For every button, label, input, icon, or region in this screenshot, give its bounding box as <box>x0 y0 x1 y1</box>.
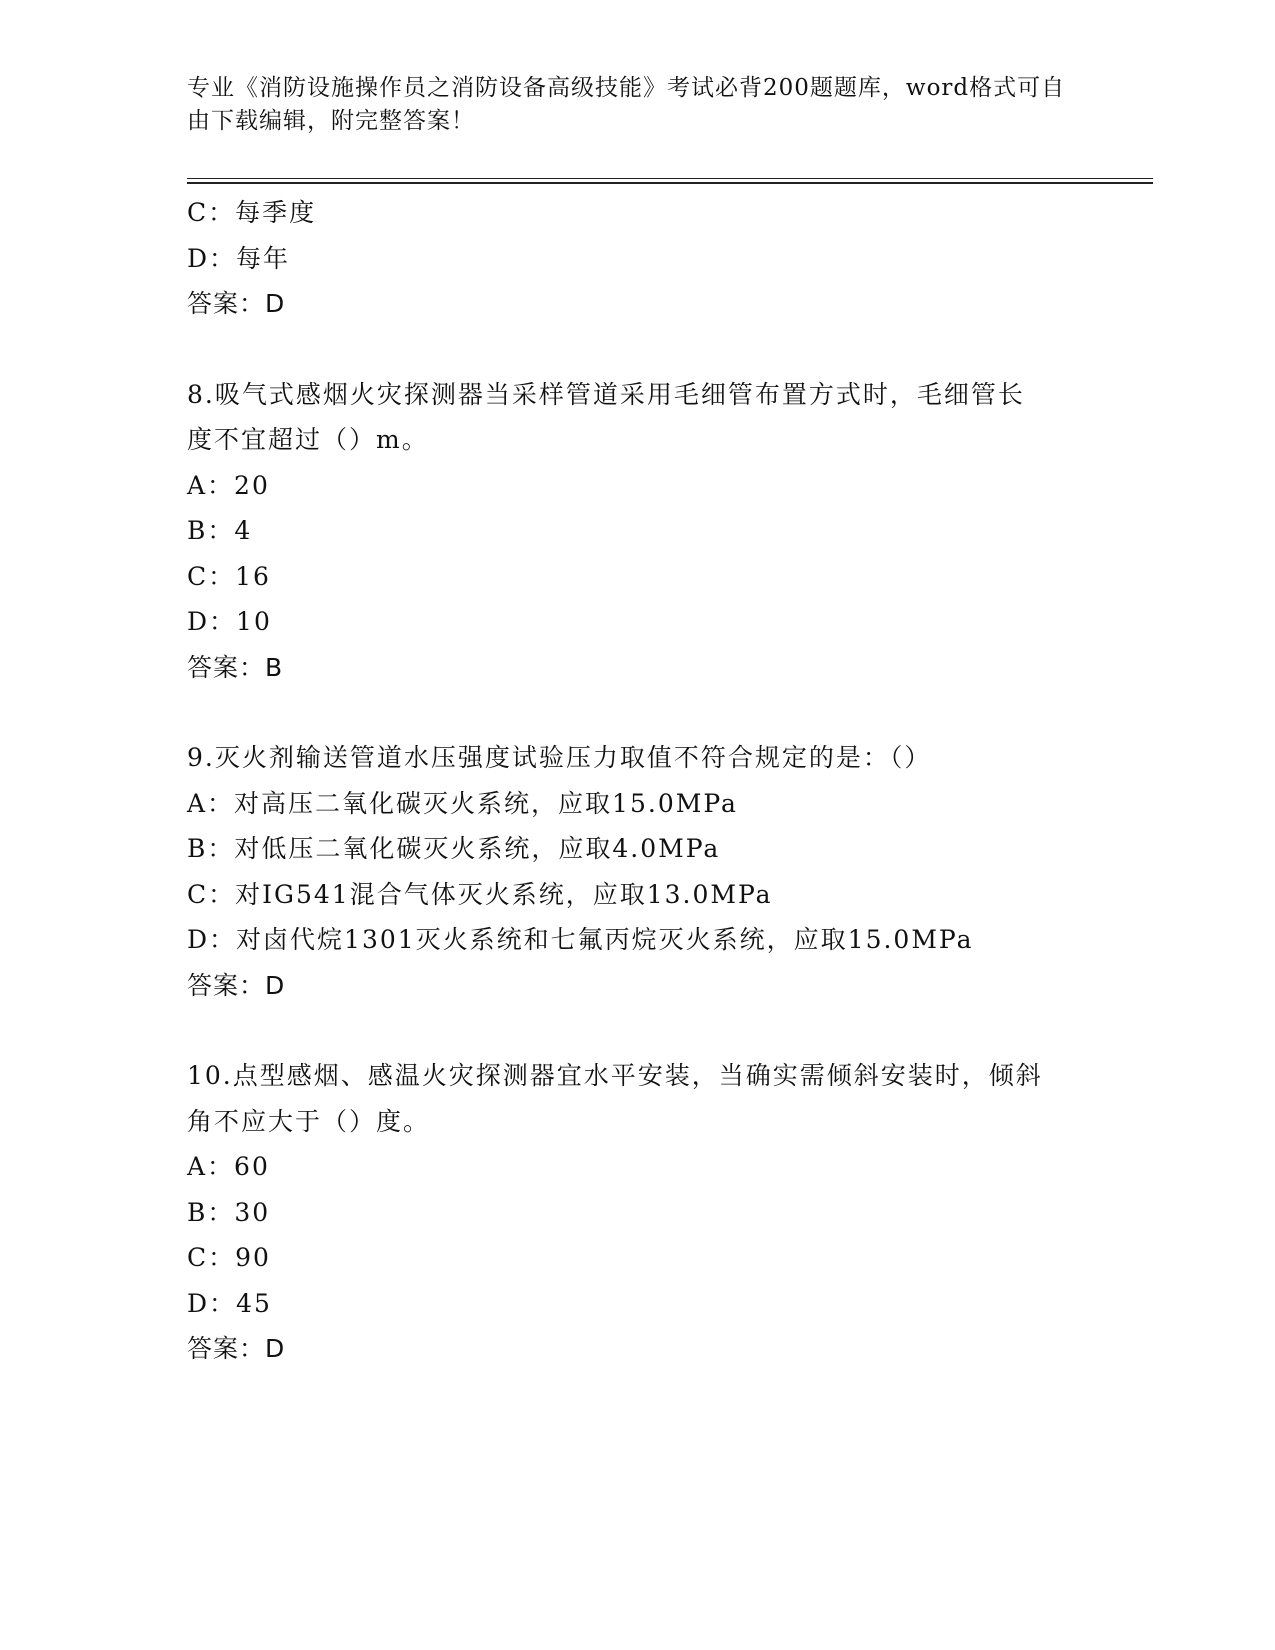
option-a: A：60 <box>187 1152 270 1181</box>
header-rule-thin <box>187 178 1153 179</box>
leading-question-fragment <box>187 190 1087 327</box>
option-b: B：对低压二氧化碳灭火系统，应取4.0MPa <box>187 834 721 863</box>
option-d: D：45 <box>187 1288 272 1318</box>
option-b: B：30 <box>187 1197 271 1227</box>
question-10 <box>187 1053 1087 1372</box>
question-9 <box>187 735 1087 1008</box>
answer-line: 答案：D <box>187 970 286 1000</box>
spacer <box>187 327 1087 372</box>
option-c: C：16 <box>187 561 271 591</box>
question-stem: 10.点型感烟、感温火灾探测器宜水平安装，当确实需倾斜安装时，倾斜角不应大于（）度。 <box>187 1061 1043 1136</box>
option-d: D：对卤代烷1301灭火系统和七氟丙烷灭火系统，应取15.0MPa <box>187 925 974 954</box>
document-header: 专业《消防设施操作员之消防设备高级技能》考试必背200题题库，word格式可自由下载编辑，附完整答案！ <box>187 75 1066 134</box>
header-rule-thick <box>187 182 1153 184</box>
option-c: C：每季度 <box>187 198 317 227</box>
answer-line: 答案：D <box>187 289 286 318</box>
question-content <box>187 190 1087 1372</box>
question-8 <box>187 372 1087 691</box>
option-b: B：4 <box>187 516 253 545</box>
answer-line: 答案：B <box>187 652 284 682</box>
spacer <box>187 1008 1087 1053</box>
option-c: C：对IG541混合气体灭火系统，应取13.0MPa <box>187 879 773 909</box>
option-c: C：90 <box>187 1243 271 1272</box>
option-d: D：10 <box>187 607 272 636</box>
option-a: A：对高压二氧化碳灭火系统，应取15.0MPa <box>187 788 738 818</box>
option-a: A：20 <box>187 470 270 500</box>
spacer <box>187 690 1087 735</box>
answer-line: 答案：D <box>187 1334 286 1363</box>
option-d: D：每年 <box>187 243 291 273</box>
question-stem: 8.吸气式感烟火灾探测器当采样管道采用毛细管布置方式时，毛细管长度不宜超过（）m。 <box>187 379 1025 454</box>
question-stem: 9.灭火剂输送管道水压强度试验压力取值不符合规定的是：（） <box>187 743 932 772</box>
